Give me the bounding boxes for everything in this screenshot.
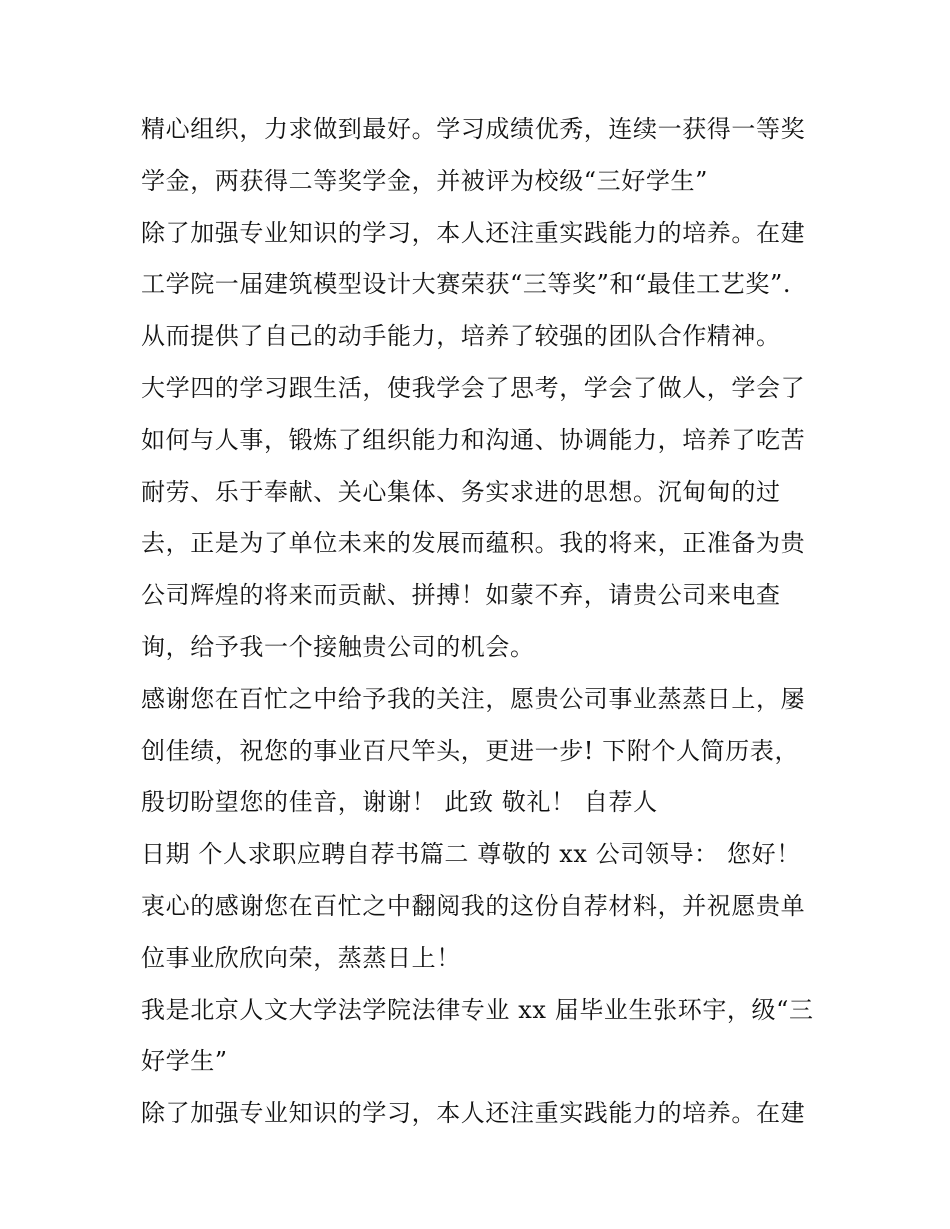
text-line: 殷切盼望您的佳音，谢谢！ 此致 敬礼！ 自荐人 xyxy=(141,788,658,817)
text-line: 好学生” xyxy=(141,1047,228,1076)
text-line: 大学四的学习跟生活，使我学会了思考，学会了做人，学会了 xyxy=(141,373,806,402)
text-line: 衷心的感谢您在百忙之中翻阅我的这份自荐材料，并祝愿贵单 xyxy=(141,891,806,920)
text-line: 从而提供了自己的动手能力，培养了较强的团队合作精神。 xyxy=(141,322,781,351)
text-line: 除了加强专业知识的学习，本人还注重实践能力的培养。在建 xyxy=(141,1099,806,1128)
text-line: 我是北京人文大学法学院法律专业 xx 届毕业生张环宇，级“三 xyxy=(141,995,814,1024)
text-line: 耐劳、乐于奉献、关心集体、务实求进的思想。沉甸甸的过 xyxy=(141,477,781,506)
text-line: 学金，两获得二等奖学金，并被评为校级“三好学生” xyxy=(141,166,708,195)
text-line: 公司辉煌的将来而贡献、拼搏！如蒙不弃，请贵公司来电查 xyxy=(141,581,781,610)
text-line: 除了加强专业知识的学习，本人还注重实践能力的培养。在建 xyxy=(141,218,806,247)
text-line: 位事业欣欣向荣，蒸蒸日上！ xyxy=(141,943,461,972)
text-line: 精心组织，力求做到最好。学习成绩优秀，连续一获得一等奖 xyxy=(141,115,806,143)
document-body xyxy=(141,104,821,1140)
text-line: 工学院一届建筑模型设计大赛荣获“三等奖”和“最佳工艺奖”. xyxy=(141,270,792,299)
text-line: 日期 个人求职应聘自荐书篇二 尊敬的 xx 公司领导： 您好！ xyxy=(141,840,801,869)
text-line: 创佳绩，祝您的事业百尺竿头，更进一步! 下附个人简历表， xyxy=(141,736,800,765)
text-line: 去，正是为了单位未来的发展而蕴积。我的将来，正准备为贵 xyxy=(141,529,806,558)
text-line: 如何与人事，锻炼了组织能力和沟通、协调能力，培养了吃苦 xyxy=(141,425,806,454)
text-line: 感谢您在百忙之中给予我的关注，愿贵公司事业蒸蒸日上，屡 xyxy=(141,684,806,713)
text-line: 询，给予我一个接触贵公司的机会。 xyxy=(141,632,535,661)
